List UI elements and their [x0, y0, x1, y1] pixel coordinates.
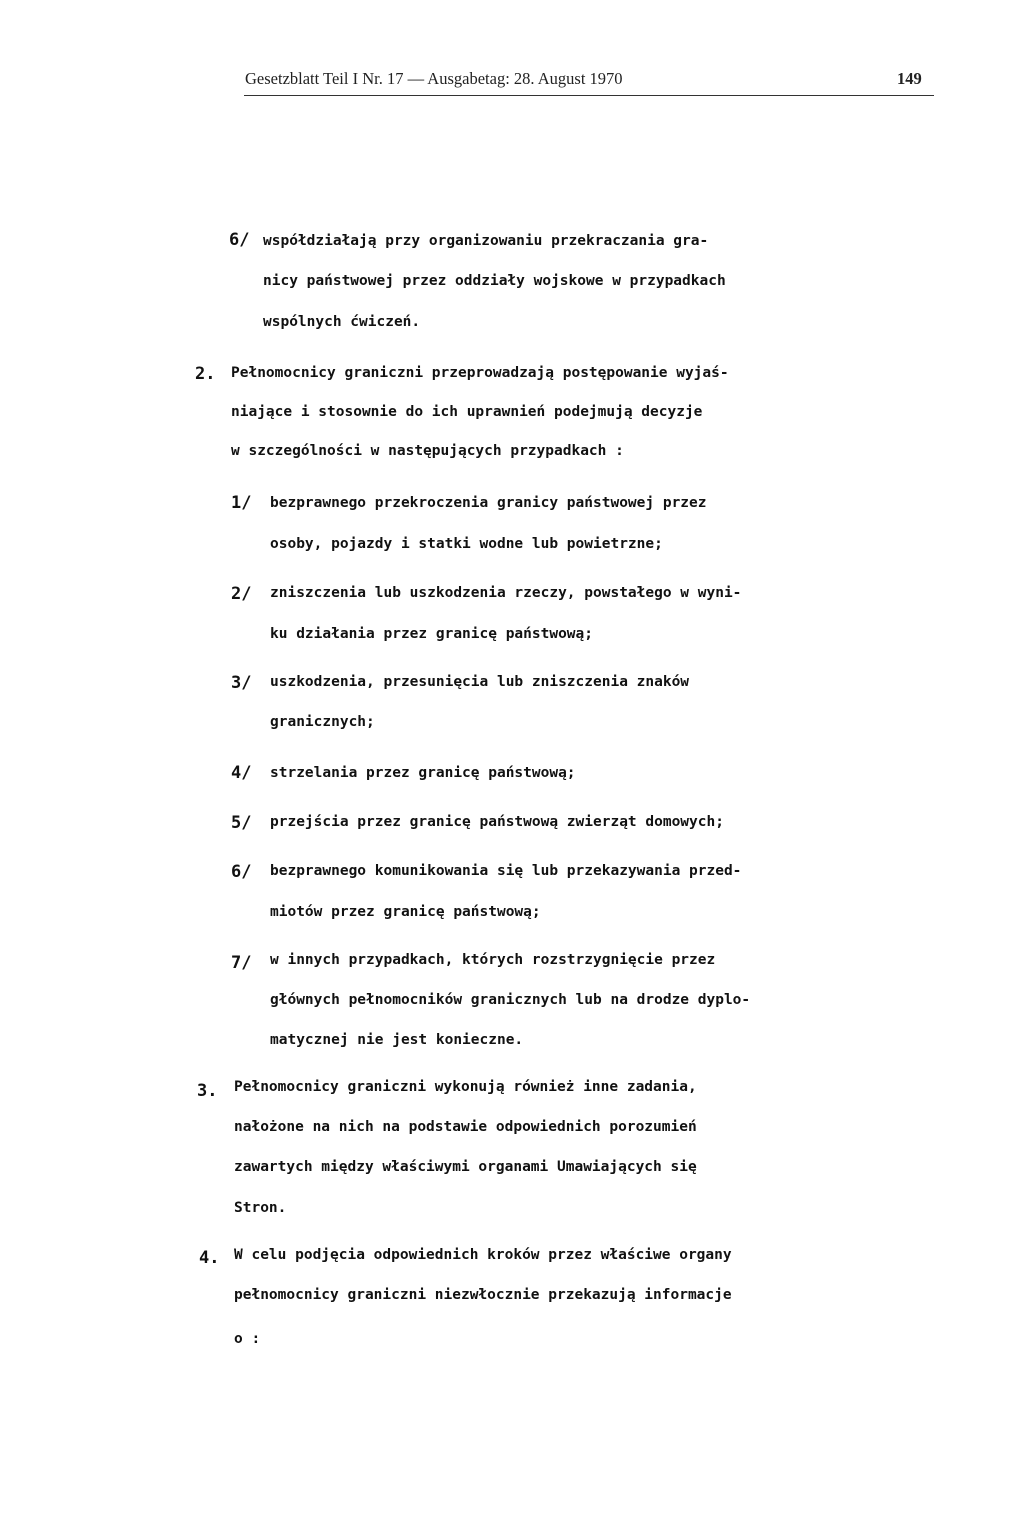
item-number: 3/ — [231, 673, 252, 693]
section-number: 4. — [199, 1248, 220, 1268]
text-line: uszkodzenia, przesunięcia lub zniszczenia znaków — [270, 674, 690, 690]
item-number: 2/ — [231, 584, 252, 604]
text-line: przejścia przez granicę państwową zwierząt domowych; — [270, 814, 724, 830]
text-line: W celu podjęcia odpowiednich kroków przez właściwe organy — [234, 1247, 732, 1263]
text-line: zawartych między właściwymi organami Umawiających się — [234, 1159, 697, 1175]
text-line: matycznej nie jest konieczne. — [270, 1032, 524, 1048]
text-line: miotów przez granicę państwową; — [270, 904, 541, 920]
text-line: Stron. — [234, 1200, 287, 1216]
text-line: bezprawnego przekroczenia granicy państwowej przez — [270, 495, 707, 511]
item-number: 6/ — [231, 862, 252, 882]
text-line: w innych przypadkach, których rozstrzygnięcie przez — [270, 952, 716, 968]
text-line: o : — [234, 1331, 261, 1347]
page-number: 149 — [897, 69, 922, 88]
text-line: nicy państwowej przez oddziały wojskowe w przypadkach — [263, 273, 726, 289]
text-line: w szczególności w następujących przypadkach : — [231, 443, 624, 459]
text-line: pełnomocnicy graniczni niezwłocznie przekazują informacje — [234, 1287, 732, 1303]
text-line: osoby, pojazdy i statki wodne lub powietrzne; — [270, 536, 663, 552]
text-line: nałożone na nich na podstawie odpowiednich porozumień — [234, 1119, 697, 1135]
text-line: ku działania przez granicę państwową; — [270, 626, 594, 642]
text-line: wspólnych ćwiczeń. — [263, 314, 421, 330]
section-number: 3. — [197, 1081, 218, 1101]
item-number: 7/ — [231, 953, 252, 973]
text-line: bezprawnego komunikowania się lub przekazywania przed- — [270, 863, 742, 879]
text-line: granicznych; — [270, 714, 375, 730]
header-rule — [244, 95, 934, 96]
item-number: 6/ — [229, 230, 250, 250]
text-line: współdziałają przy organizowaniu przekraczania gra- — [263, 233, 709, 249]
running-header: Gesetzblatt Teil I Nr. 17 — Ausgabetag: 28. August 1970 — [245, 69, 623, 88]
text-line: Pełnomocnicy graniczni wykonują również inne zadania, — [234, 1079, 697, 1095]
item-number: 1/ — [231, 493, 252, 513]
text-line: strzelania przez granicę państwową; — [270, 765, 576, 781]
section-number: 2. — [195, 364, 216, 384]
text-line: zniszczenia lub uszkodzenia rzeczy, powstałego w wyni- — [270, 585, 742, 601]
text-line: Pełnomocnicy graniczni przeprowadzają postępowanie wyjaś- — [231, 365, 729, 381]
text-line: niające i stosownie do ich uprawnień podejmują decyzje — [231, 404, 703, 420]
item-number: 4/ — [231, 763, 252, 783]
item-number: 5/ — [231, 813, 252, 833]
text-line: głównych pełnomocników granicznych lub na drodze dyplo- — [270, 992, 751, 1008]
